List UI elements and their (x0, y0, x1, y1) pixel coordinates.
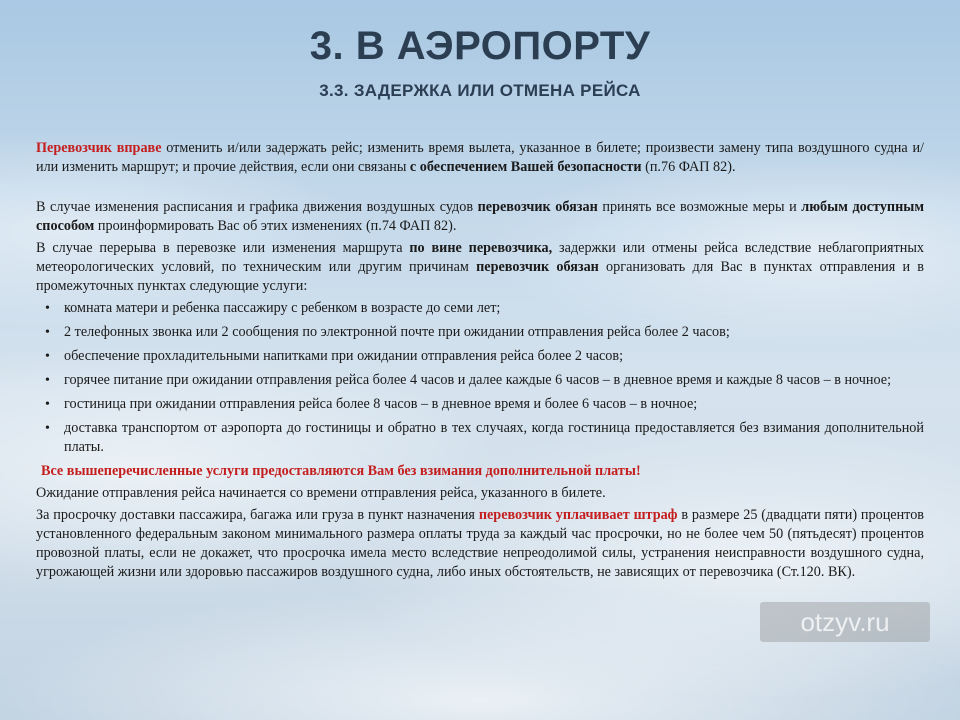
free-services-notice: Все вышеперечисленные услуги предоставляются Вам без взимания дополнительной платы! (41, 463, 641, 479)
text-span: В случае перерыва в перевозке или изменения маршрута (36, 240, 410, 256)
bold-span: по вине перевозчика, (409, 240, 553, 256)
carrier-rights-lead: Перевозчик вправе (36, 140, 162, 156)
bullet-icon: • (45, 397, 50, 412)
carrier-rights-paragraph (36, 139, 924, 177)
penalty-highlight: перевозчик уплачивает штраф (478, 507, 678, 523)
text-span: в размере 25 (двадцати пяти) процентов установленного федеральным законом минимального размера оплаты труда за каждый час просрочки, но не более чем 50 (пятьдесят) процентов провозной платы, если не докажет, что просрочка имела место вследствие непреодолимой силы, устранения неисправности воздушного судна, угрожающей жизни или здоровью пассажиров воздушного судна, либо иных обстоятельств, не зависящих от перевозчика (Ст.120. ВК). (36, 507, 924, 580)
list-item-text: 2 телефонных звонка или 2 сообщения по электронной почте при ожидании отправления рейса более 2 часов; (64, 324, 730, 340)
list-item (36, 371, 924, 390)
content-body (36, 139, 924, 582)
list-item (36, 323, 924, 342)
schedule-change-paragraph (36, 198, 924, 236)
interruption-paragraph (36, 239, 924, 296)
bold-span: с обеспечением Вашей безопасности (409, 159, 642, 175)
bold-span: любым доступным способом (36, 199, 924, 234)
bullet-icon: • (45, 325, 50, 340)
text-span: организовать для Вас в пунктах отправления и в промежуточных пунктах следующие услуги: (36, 259, 924, 294)
text-span: проинформировать Вас об этих изменениях (п.74 ФАП 82). (94, 218, 457, 234)
text-span: отменить и/или задержать рейс; изменить время вылета, указанное в билете; произвести замену типа воздушного судна и/или изменить маршрут; и прочие действия, если они связаны (36, 140, 924, 175)
bullet-icon: • (45, 349, 50, 364)
page-title: 3. В АЭРОПОРТУ (309, 24, 651, 68)
bullet-icon: • (45, 301, 50, 316)
delay-penalty-paragraph (36, 506, 924, 582)
bold-span: перевозчик обязан (476, 259, 599, 275)
text-span: В случае изменения расписания и графика движения воздушных судов (36, 199, 478, 215)
services-list (36, 299, 924, 457)
bold-span: перевозчик обязан (477, 199, 598, 215)
list-item-text: гостиница при ожидании отправления рейса более 8 часов – в дневное время и более 6 часов – в ночное; (64, 396, 698, 412)
list-item (36, 347, 924, 366)
list-item-text: обеспечение прохладительными напитками при ожидании отправления рейса более 2 часов; (64, 348, 624, 364)
waiting-start-paragraph: Ожидание отправления рейса начинается со времени отправления рейса, указанного в билете. (36, 485, 606, 501)
list-item (36, 395, 924, 414)
text-span: задержки или отмены рейса вследствие неблагоприятных метеорологических условий, по техническим или другим причинам (36, 240, 924, 275)
list-item-text: комната матери и ребенка пассажиру с ребенком в возрасте до семи лет; (64, 300, 501, 316)
list-item (36, 299, 924, 318)
text-span: принять все возможные меры и (597, 199, 802, 215)
page-subtitle: 3.3. ЗАДЕРЖКА ИЛИ ОТМЕНА РЕЙСА (319, 81, 641, 100)
list-item (36, 419, 924, 457)
list-item-text: доставка транспортом от аэропорта до гостиницы и обратно в тех случаях, когда гостиница предоставляется без взимания дополнительной платы. (64, 420, 924, 455)
list-item-text: горячее питание при ожидании отправления рейса более 4 часов и далее каждые 6 часов – в дневное время и каждые 8 часов – в ночное; (64, 372, 892, 388)
text-span: За просрочку доставки пассажира, багажа или груза в пункт назначения (36, 507, 479, 523)
bullet-icon: • (45, 421, 50, 436)
watermark: otzyv.ru (760, 602, 930, 642)
text-span: (п.76 ФАП 82). (641, 159, 736, 175)
bullet-icon: • (45, 373, 50, 388)
